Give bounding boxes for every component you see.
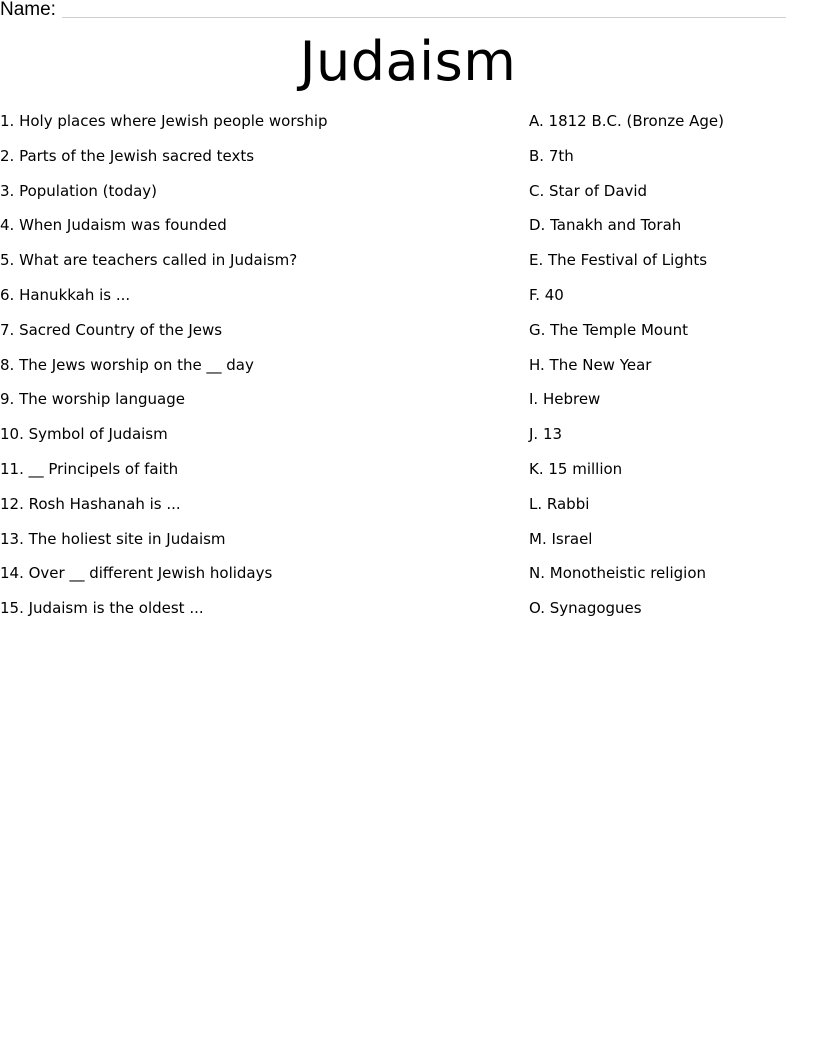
answers-list <box>529 111 809 633</box>
answer-item: H. The New Year <box>529 355 652 374</box>
question-item: 15. Judaism is the oldest ... <box>0 599 204 618</box>
answer-item: G. The Temple Mount <box>529 320 688 339</box>
answer-item: A. 1812 B.C. (Bronze Age) <box>529 112 724 130</box>
answer-item: J. 13 <box>529 425 563 444</box>
question-item: 13. The holiest site in Judaism <box>0 529 226 548</box>
answer-item: M. Israel <box>529 529 593 548</box>
answer-item: D. Tanakh and Torah <box>529 216 682 235</box>
question-item: 5. What are teachers called in Judaism? <box>0 251 298 270</box>
question-item: 8. The Jews worship on the __ day <box>0 355 254 374</box>
question-item: 7. Sacred Country of the Jews <box>0 320 223 339</box>
worksheet-title: Judaism <box>299 30 517 93</box>
answer-item: E. The Festival of Lights <box>529 251 708 270</box>
answer-item: K. 15 million <box>529 459 623 478</box>
answer-item: N. Monotheistic religion <box>529 564 706 583</box>
question-item: 9. The worship language <box>0 390 185 409</box>
question-item: 6. Hanukkah is ... <box>0 285 131 304</box>
name-label: Name: <box>0 0 56 20</box>
answer-item: F. 40 <box>529 285 564 304</box>
question-item: 10. Symbol of Judaism <box>0 425 168 444</box>
question-item: 14. Over __ different Jewish holidays <box>0 564 273 583</box>
answer-item: B. 7th <box>529 146 574 165</box>
question-item: 12. Rosh Hashanah is ... <box>0 494 181 513</box>
name-field-row <box>0 0 786 22</box>
questions-list <box>0 111 500 633</box>
answer-item: L. Rabbi <box>529 494 590 513</box>
answer-item: C. Star of David <box>529 181 648 200</box>
question-item: 1. Holy places where Jewish people worship <box>0 112 328 130</box>
question-item: 2. Parts of the Jewish sacred texts <box>0 146 255 165</box>
answer-item: O. Synagogues <box>529 599 642 618</box>
question-item: 4. When Judaism was founded <box>0 216 227 235</box>
question-item: 11. __ Principels of faith <box>0 459 179 478</box>
question-item: 3. Population (today) <box>0 181 158 200</box>
answer-item: I. Hebrew <box>529 390 601 409</box>
name-write-line[interactable] <box>62 17 786 18</box>
